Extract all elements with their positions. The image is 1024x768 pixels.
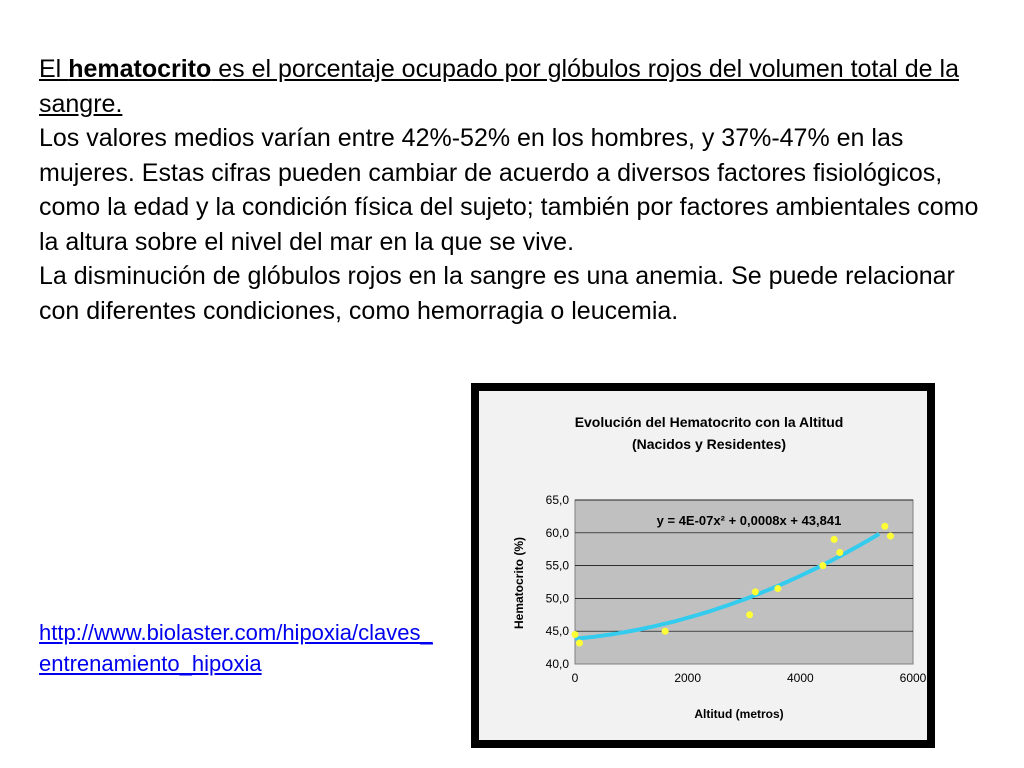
y-tick-label: 50,0: [545, 591, 569, 606]
data-point: [819, 562, 826, 569]
chart-area: [479, 391, 927, 740]
data-point: [887, 533, 894, 540]
paragraph-definition: [39, 52, 989, 121]
term-hematocrito: hematocrito: [68, 55, 212, 83]
x-tick-label: 2000: [674, 671, 702, 685]
data-point: [746, 611, 753, 618]
definition-lead: El: [39, 55, 69, 83]
y-tick-label: 40,0: [545, 657, 569, 671]
data-point: [572, 631, 579, 638]
x-tick-label: 4000: [786, 671, 814, 685]
y-axis-ticks: [546, 493, 570, 671]
source-link[interactable]: http://www.biolaster.com/hipoxia/claves_entrenamiento_hipoxia: [39, 620, 433, 676]
definition-rest: es el porcentaje ocupado por glóbulos rojos del volumen total de la sangre.: [39, 55, 959, 118]
data-point: [752, 588, 759, 595]
data-point: [662, 628, 669, 635]
x-tick-label: 6000: [899, 671, 927, 685]
data-point: [576, 640, 583, 647]
paragraph-anemia: La disminución de glóbulos rojos en la sangre es una anemia. Se puede relacionar con diferentes condiciones, como hemorragia o leucemia.: [39, 262, 955, 325]
chart-image-frame: [471, 383, 935, 748]
hematocrit-altitude-chart: [479, 391, 927, 740]
chart-subtitle: (Nacidos y Residentes): [631, 436, 787, 452]
y-tick-label: 55,0: [545, 558, 569, 573]
x-axis-label: Altitud (metros): [694, 707, 784, 721]
paragraph-values: Los valores medios varían entre 42%-52% en los hombres, y 37%-47% en las mujeres. Estas cifras pueden cambiar de acuerdo a diversos factores fisiológicos, como la edad y la condición física del sujeto; también por factores ambientales como la altura sobre el nivel del mar en la que se vive.: [39, 124, 979, 256]
body-text: [39, 52, 989, 328]
data-point: [831, 536, 838, 543]
x-axis-ticks: [572, 671, 927, 685]
trend-equation: y = 4E-07x² + 0,0008x + 43,841: [656, 513, 842, 528]
y-tick-label: 60,0: [545, 525, 569, 540]
y-axis-label: Hematocrito (%): [512, 536, 526, 630]
x-tick-label: 0: [571, 671, 579, 685]
chart-title: Evolución del Hematocrito con la Altitud: [574, 414, 844, 430]
y-tick-label: 45,0: [545, 624, 569, 639]
data-point: [836, 549, 843, 556]
y-tick-label: 65,0: [545, 493, 569, 507]
data-point: [881, 523, 888, 530]
data-point: [774, 585, 781, 592]
